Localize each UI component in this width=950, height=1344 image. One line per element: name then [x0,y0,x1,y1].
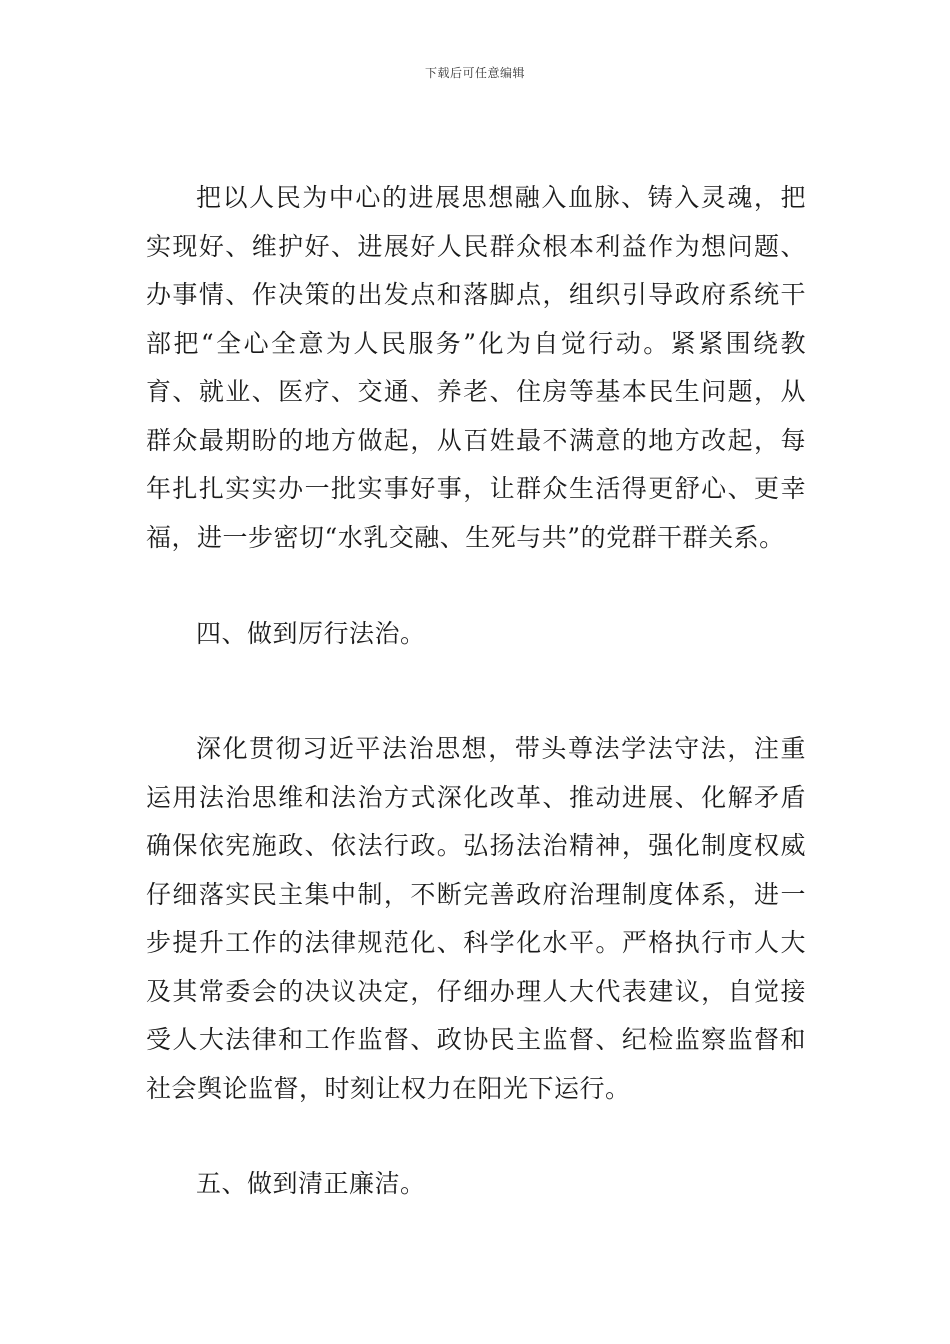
section-heading-rule-of-law: 四、做到厉行法治。 [196,619,426,648]
section-heading-integrity: 五、做到清正廉洁。 [196,1169,426,1198]
paragraph-rule-of-law: 深化贯彻习近平法治思想，带头尊法学法守法，注重运用法治思维和法治方式深化改革、推动进展、化解矛盾确保依宪施政、依法行政。弘扬法治精神，强化制度权威仔细落实民主集中制，不断完善政府治理制度体系，进一步提升工作的法律规范化、科学化水平。严格执行市人大及其常委会的决议决定，仔细办理人大代表建议，自觉接受人大法律和工作监督、政协民主监督、纪检监察监督和社会舆论监督，时刻让权力在阳光下运行。 [146,734,806,1103]
section-heading-rule-of-law-block [146,610,806,659]
document-body [146,174,806,562]
rule-of-law-body [146,725,806,1113]
section-heading-integrity-block [146,1160,806,1209]
page-header-note: 下载后可任意编辑 [424,66,525,80]
paragraph-people-centered: 把以人民为中心的进展思想融入血脉、铸入灵魂，把实现好、维护好、进展好人民群众根本利益作为想问题、办事情、作决策的出发点和落脚点，组织引导政府系统干部把“全心全意为人民服务”化为自觉行动。紧紧围绕教育、就业、医疗、交通、养老、住房等基本民生问题，从群众最期盼的地方做起，从百姓最不满意的地方改起，每年扎扎实实办一批实事好事，让群众生活得更舒心、更幸福，进一步密切“水乳交融、生死与共”的党群干群关系。 [146,183,806,552]
